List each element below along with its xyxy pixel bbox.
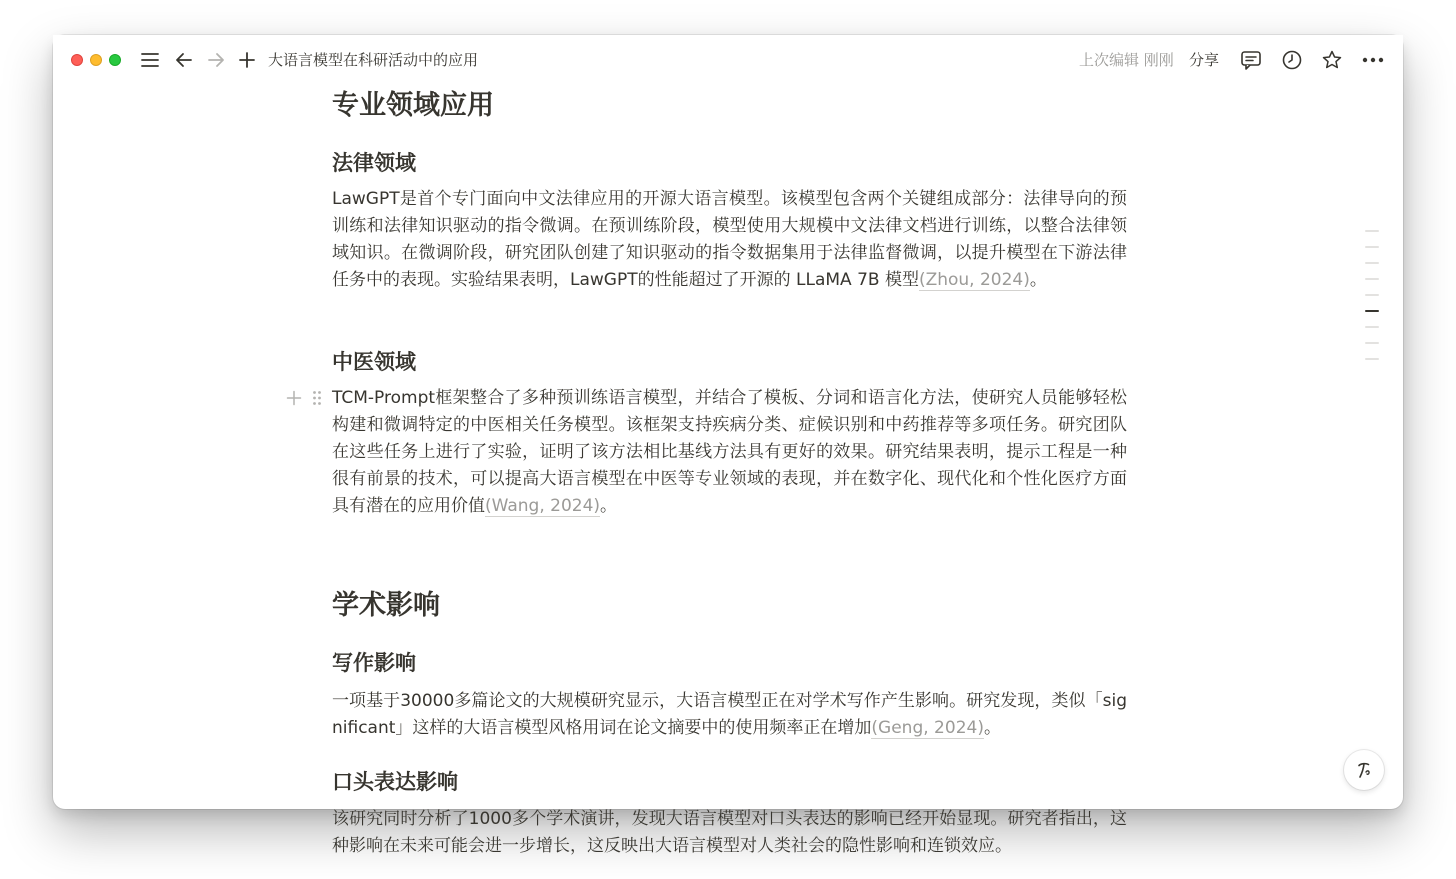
- heading-tcm-domain[interactable]: 中医领域: [332, 350, 416, 374]
- heading-law-domain[interactable]: 法律领域: [332, 151, 416, 175]
- comments-button[interactable]: [1239, 48, 1263, 72]
- paragraph-oral[interactable]: 该研究同时分析了1000多个学术演讲，发现大语言模型对口头表达的影响已经开始显现。研究者指出，这种影响在未来可能会进一步增长，这反映出大语言模型对人类社会的隐性影响和连锁效应。: [332, 809, 1127, 856]
- favorite-button[interactable]: [1320, 48, 1344, 72]
- back-button[interactable]: [172, 48, 196, 72]
- star-icon: [1321, 49, 1343, 71]
- paragraph-law-text: LawGPT是首个专门面向中文法律应用的开源大语言模型。该模型包含两个关键组成部分：法律导向的预训练和法律知识驱动的指令微调。在预训练阶段，模型使用大规模中文法律文档进行训练，以整合法律领域知识。在微调阶段，研究团队创建了知识驱动的指令数据集用于法律监督微调，以提升模型在下游法律任务中的表现。实验结果表明，LawGPT的性能超过了开源的 LLaMA 7B 模型: [332, 189, 1127, 290]
- history-button[interactable]: [1280, 48, 1304, 72]
- paragraph-writing[interactable]: [332, 688, 1127, 742]
- help-icon: [1353, 759, 1375, 781]
- citation-geng-2024[interactable]: (Geng, 2024): [871, 718, 984, 738]
- paragraph-tcm[interactable]: [332, 385, 1127, 520]
- help-button[interactable]: [1344, 750, 1384, 790]
- more-icon: [1361, 56, 1385, 64]
- heading-professional-domains[interactable]: 专业领域应用: [332, 90, 494, 121]
- add-block-button[interactable]: [284, 388, 304, 408]
- outline-item-active[interactable]: [1365, 310, 1379, 312]
- outline-item[interactable]: [1365, 278, 1379, 280]
- new-page-button[interactable]: [235, 48, 259, 72]
- arrow-right-icon: [206, 51, 226, 69]
- paragraph-writing-end: 。: [983, 718, 1001, 738]
- maximize-window-button[interactable]: [109, 54, 121, 66]
- heading-academic-impact[interactable]: 学术影响: [332, 590, 440, 621]
- minimize-window-button[interactable]: [90, 54, 102, 66]
- drag-block-handle[interactable]: [308, 388, 326, 408]
- menu-icon: [140, 51, 160, 69]
- outline-item[interactable]: [1365, 342, 1379, 344]
- outline-item[interactable]: [1365, 230, 1379, 232]
- heading-oral-impact[interactable]: 口头表达影响: [332, 770, 458, 794]
- paragraph-tcm-text: TCM-Prompt框架整合了多种预训练语言模型，并结合了模板、分词和语言化方法，使研究人员能够轻松构建和微调特定的中医相关任务模型。该框架支持疾病分类、症候识别和中药推荐等多项任务。研究团队在这些任务上进行了实验，证明了该方法相比基线方法具有更好的效果。研究结果表明，提示工程是一种很有前景的技术，可以提高大语言模型在中医等专业领域的表现，并在数字化、现代化和个性化医疗方面具有潜在的应用价值: [332, 388, 1127, 516]
- close-window-button[interactable]: [71, 54, 83, 66]
- arrow-left-icon: [174, 51, 194, 69]
- page-title[interactable]: 大语言模型在科研活动中的应用: [268, 51, 479, 69]
- outline-item[interactable]: [1365, 262, 1379, 264]
- outline-item[interactable]: [1365, 246, 1379, 248]
- more-button[interactable]: [1361, 48, 1385, 72]
- outline-item[interactable]: [1365, 294, 1379, 296]
- paragraph-tcm-end: 。: [600, 496, 618, 516]
- outline-item[interactable]: [1365, 326, 1379, 328]
- paragraph-law-end: 。: [1029, 270, 1047, 290]
- app-window: [53, 35, 1403, 856]
- drag-handle-icon: [312, 390, 322, 406]
- paragraph-writing-text: 一项基于30000多篇论文的大规模研究显示，大语言模型正在对学术写作产生影响。研究发现，类似「significant」这样的大语言模型风格用词在论文摘要中的使用频率正在增加: [332, 691, 1127, 738]
- last-edited-label: 上次编辑 刚刚: [1079, 51, 1174, 69]
- citation-wang-2024[interactable]: (Wang, 2024): [485, 496, 601, 516]
- forward-button[interactable]: [204, 48, 228, 72]
- table-of-contents-rail: [1363, 230, 1383, 370]
- paragraph-law[interactable]: [332, 186, 1127, 294]
- plus-icon: [286, 390, 302, 406]
- citation-zhou-2024[interactable]: (Zhou, 2024): [918, 270, 1030, 290]
- heading-writing-impact[interactable]: 写作影响: [332, 651, 416, 675]
- menu-button[interactable]: [138, 48, 162, 72]
- outline-item[interactable]: [1365, 358, 1379, 360]
- clock-icon: [1281, 49, 1303, 71]
- share-button[interactable]: 分享: [1189, 51, 1220, 69]
- title-bar: [53, 35, 1403, 85]
- plus-icon: [238, 51, 256, 69]
- block-handles: [284, 388, 328, 408]
- comment-icon: [1240, 50, 1262, 70]
